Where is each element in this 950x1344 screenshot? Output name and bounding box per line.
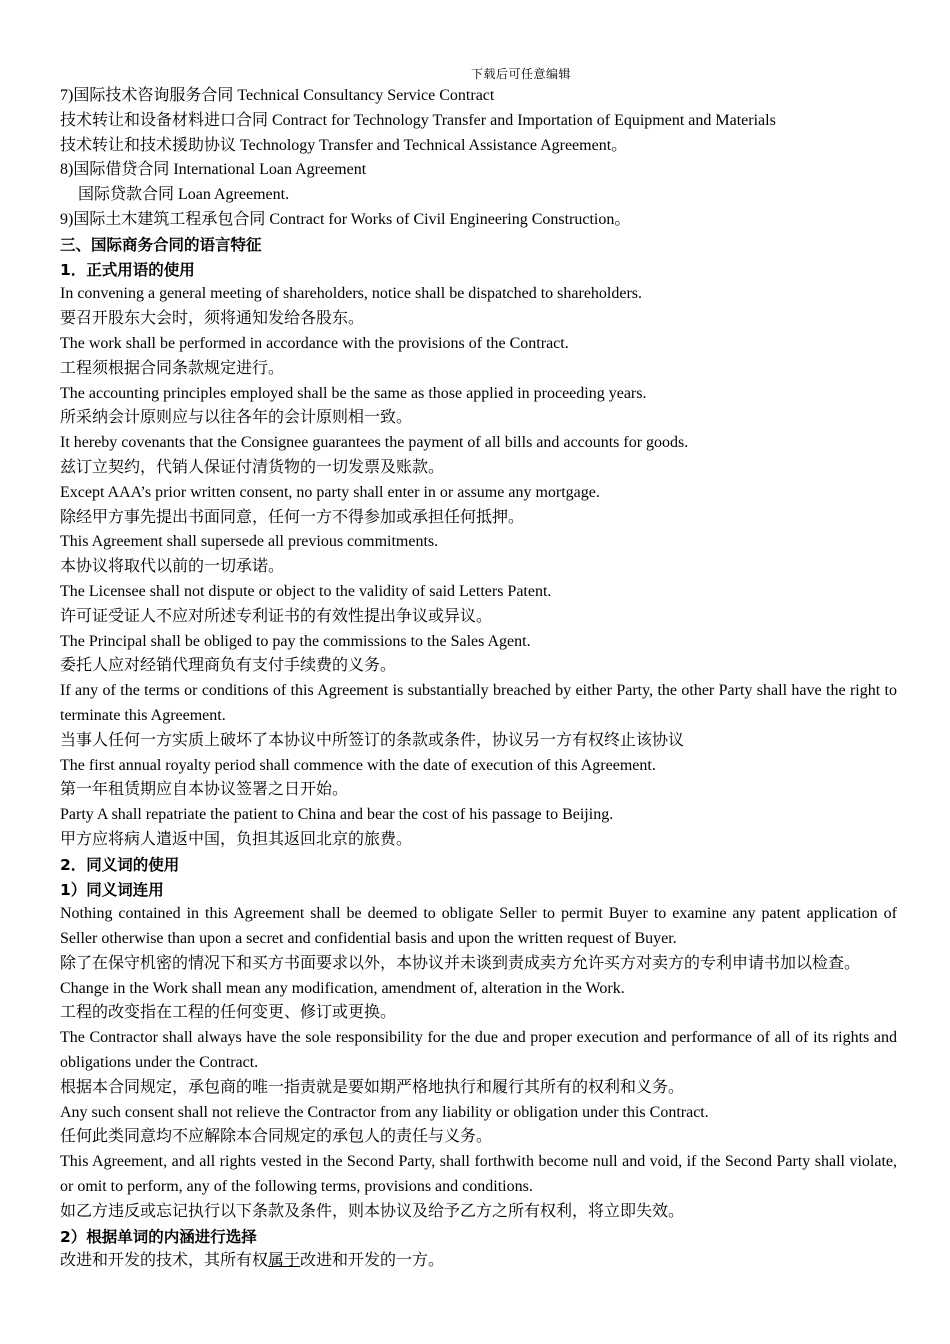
contract-type-line: 技术转让和技术援助协议 Technology Transfer and Technical Assistance Agreement。 (60, 136, 628, 154)
underlined-word: 属于 (268, 1252, 301, 1270)
chinese-translation: 除经甲方事先提出书面同意，任何一方不得参加或承担任何抵押。 (60, 508, 525, 526)
chinese-translation: 第一年租赁期应自本协议签署之日开始。 (60, 781, 349, 799)
contract-type-line: 8)国际借贷合同 International Loan Agreement (60, 161, 367, 179)
contract-type-line: 9)国际土木建筑工程承包合同 Contract for Works of Civil Engineering Construction。 (60, 210, 631, 228)
english-example: Any such consent shall not relieve the Contractor from any liability or obligation under this Contract. (60, 1103, 709, 1121)
english-example: If any of the terms or conditions of this Agreement is substantially breached by either Party, the other Party shall have the right to terminate this Agreement. (60, 682, 897, 724)
english-example: Nothing contained in this Agreement shall be deemed to obligate Seller to permit Buyer to examine any patent application of Seller otherwise than upon a secret and confidential basis and upon the written request of Buyer. (60, 905, 897, 948)
english-example: The Principal shall be obliged to pay the commissions to the Sales Agent. (60, 632, 531, 650)
chinese-translation: 所采纳会计原则应与以往各年的会计原则相一致。 (60, 409, 413, 427)
english-example: Change in the Work shall mean any modification, amendment of, alteration in the Work. (60, 979, 625, 997)
chinese-translation: 工程须根据合同条款规定进行。 (60, 359, 285, 377)
text-segment: 改进和开发的一方。 (300, 1252, 445, 1270)
chinese-translation: 如乙方违反或忘记执行以下条款及条件，则本协议及给予乙方之所有权利，将立即失效。 (60, 1202, 685, 1220)
contract-type-line: 7)国际技术咨询服务合同 Technical Consultancy Service Contract (60, 87, 495, 104)
chinese-translation: 除了在保守机密的情况下和买方书面要求以外，本协议并未谈到责成卖方允许买方对卖方的专利申请书加以检查。 (60, 954, 861, 972)
contract-type-line: 国际贷款合同 Loan Agreement. (78, 186, 290, 204)
document-body (60, 84, 897, 1274)
english-example: The first annual royalty period shall commence with the date of execution of this Agreement. (60, 756, 656, 774)
english-example: This Agreement, and all rights vested in the Second Party, shall forthwith become null and void, if the Second Party shall violate, or omit to perform, any of the following terms, provisions and conditions. (60, 1153, 897, 1196)
page-header: 下载后可任意编辑 (470, 67, 571, 81)
subsection-heading: 1．正式用语的使用 (60, 260, 195, 279)
chinese-translation: 本协议将取代以前的一切承诺。 (60, 558, 285, 576)
chinese-translation: 甲方应将病人遣返中国，负担其返回北京的旅费。 (60, 830, 413, 848)
english-example: Except AAA’s prior written consent, no party shall enter in or assume any mortgage. (60, 483, 600, 501)
section-heading: 三、国际商务合同的语言特征 (60, 235, 262, 254)
english-example: In convening a general meeting of shareholders, notice shall be dispatched to shareholders. (60, 285, 643, 303)
text-segment: 改进和开发的技术，其所有权 (60, 1252, 269, 1270)
english-example: The Contractor shall always have the sole responsibility for the due and proper execution and performance of all of its rights and obligations under the Contract. (60, 1029, 897, 1072)
contract-type-line: 技术转让和设备材料进口合同 Contract for Technology Transfer and Importation of Equipment and Materials (60, 111, 776, 129)
english-example: This Agreement shall supersede all previous commitments. (60, 533, 439, 551)
english-example: The accounting principles employed shall be the same as those applied in proceeding years. (60, 384, 647, 402)
subsection-heading: 2．同义词的使用 (60, 855, 180, 874)
english-example: The work shall be performed in accordance with the provisions of the Contract. (60, 334, 569, 352)
chinese-translation: 任何此类同意均不应解除本合同规定的承包人的责任与义务。 (60, 1128, 493, 1146)
subsection-heading: 2）根据单词的内涵进行选择 (60, 1227, 257, 1246)
chinese-translation: 要召开股东大会时，须将通知发给各股东。 (60, 310, 365, 328)
chinese-translation: 委托人应对经销代理商负有支付手续费的义务。 (60, 657, 397, 675)
english-example: Party A shall repatriate the patient to China and bear the cost of his passage to Beijing. (60, 806, 614, 824)
chinese-translation: 许可证受证人不应对所述专利证书的有效性提出争议或异议。 (60, 607, 493, 625)
chinese-translation: 工程的改变指在工程的任何变更、修订或更换。 (60, 1004, 397, 1022)
chinese-translation: 兹订立契约，代销人保证付清货物的一切发票及账款。 (60, 458, 445, 476)
chinese-translation: 当事人任何一方实质上破坏了本协议中所签订的条款或条件，协议另一方有权终止该协议 (60, 731, 685, 749)
chinese-translation (60, 1249, 897, 1274)
chinese-translation: 根据本合同规定，承包商的唯一指责就是要如期严格地执行和履行其所有的权利和义务。 (60, 1078, 685, 1096)
subsection-heading: 1）同义词连用 (60, 880, 164, 899)
english-example: The Licensee shall not dispute or object to the validity of said Letters Patent. (60, 582, 552, 600)
english-example: It hereby covenants that the Consignee guarantees the payment of all bills and accounts for goods. (60, 434, 689, 452)
